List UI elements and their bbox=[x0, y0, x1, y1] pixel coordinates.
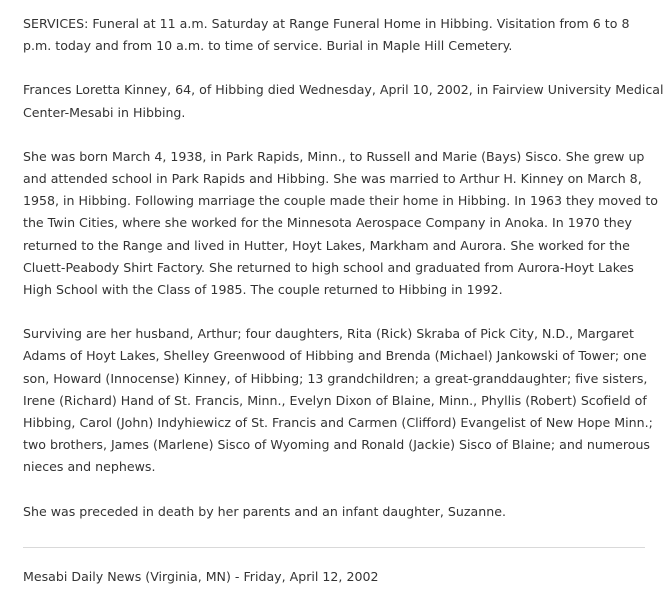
text-line: returned to the Range and lived in Hutter, Hoyt Lakes, Markham and Aurora. She worked for the bbox=[23, 237, 630, 253]
text-line: two brothers, James (Marlene) Sisco of Wyoming and Ronald (Jackie) Sisco of Blaine; and numerous bbox=[23, 437, 650, 453]
text-line: Frances Loretta Kinney, 64, of Hibbing died Wednesday, April 10, 2002, in Fairview University Medical bbox=[23, 82, 664, 98]
services-paragraph bbox=[23, 13, 648, 57]
divider bbox=[23, 547, 645, 548]
text-line: Adams of Hoyt Lakes, Shelley Greenwood of Hibbing and Brenda (Michael) Jankowski of Tower; one bbox=[23, 348, 647, 364]
text-line: and attended school in Park Rapids and Hibbing. She was married to Arthur H. Kinney on March 8, bbox=[23, 171, 642, 187]
text-line: 1958, in Hibbing. Following marriage the couple made their home in Hibbing. In 1963 they moved to bbox=[23, 193, 658, 209]
source-citation: Mesabi Daily News (Virginia, MN) - Friday, April 12, 2002 bbox=[23, 569, 379, 584]
text-line: Center-Mesabi in Hibbing. bbox=[23, 104, 186, 120]
text-line: High School with the Class of 1985. The couple returned to Hibbing in 1992. bbox=[23, 282, 503, 298]
death-notice-paragraph bbox=[23, 79, 664, 123]
survivors-paragraph bbox=[23, 323, 653, 478]
text-line: She was preceded in death by her parents and an infant daughter, Suzanne. bbox=[23, 503, 506, 519]
text-line: nieces and nephews. bbox=[23, 459, 156, 475]
text-line: Cluett-Peabody Shirt Factory. She returned to high school and graduated from Aurora-Hoyt Lakes bbox=[23, 259, 634, 275]
text-line: SERVICES: Funeral at 11 a.m. Saturday at Range Funeral Home in Hibbing. Visitation from 6 to 8 bbox=[23, 16, 630, 31]
biography-paragraph bbox=[23, 146, 658, 301]
text-line: Hibbing, Carol (John) Indyhiewicz of St. Francis and Carmen (Clifford) Evangelist of New Hope Minn.; bbox=[23, 415, 653, 431]
text-line: the Twin Cities, where she worked for the Minnesota Aerospace Company in Anoka. In 1970 they bbox=[23, 215, 632, 231]
text-line: Surviving are her husband, Arthur; four daughters, Rita (Rick) Skraba of Pick City, N.D., Margaret bbox=[23, 326, 634, 342]
text-line: p.m. today and from 10 a.m. to time of service. Burial in Maple Hill Cemetery. bbox=[23, 38, 513, 54]
preceded-paragraph bbox=[23, 501, 648, 523]
text-line: Irene (Richard) Hand of St. Francis, Minn., Evelyn Dixon of Blaine, Minn., Phyllis (Robert) Scofield of bbox=[23, 392, 647, 408]
text-line: She was born March 4, 1938, in Park Rapids, Minn., to Russell and Marie (Bays) Sisco. She grew up bbox=[23, 148, 645, 164]
obituary-article bbox=[23, 13, 664, 545]
text-line: son, Howard (Innocense) Kinney, of Hibbing; 13 grandchildren; a great-granddaughter; five sisters, bbox=[23, 370, 648, 386]
